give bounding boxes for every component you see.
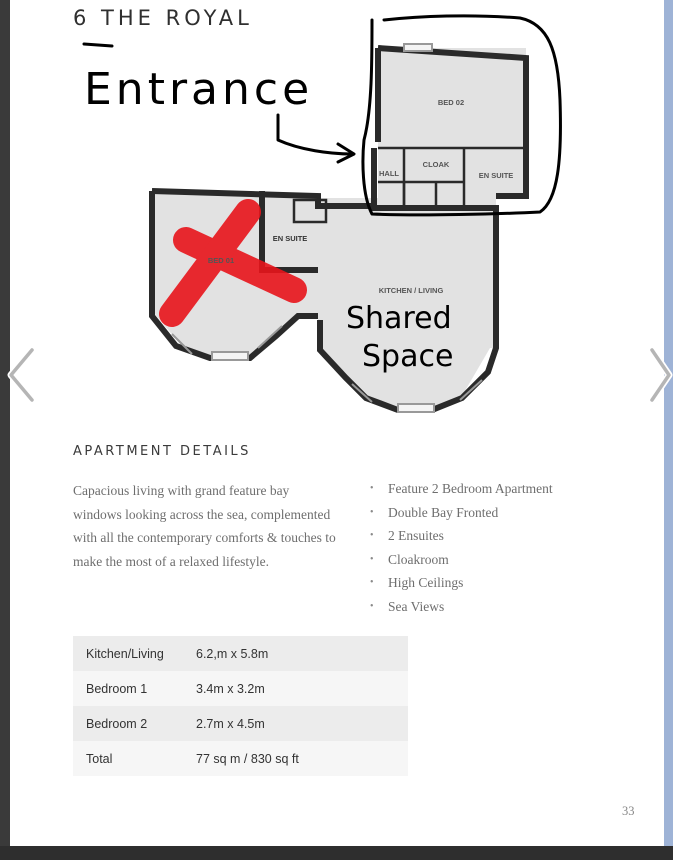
viewer-right-edge xyxy=(664,0,673,860)
floor-plan xyxy=(10,0,664,440)
room-name-cell: Kitchen/Living xyxy=(86,646,164,661)
bullet-icon: • xyxy=(370,483,374,494)
table-row xyxy=(73,671,408,706)
room-label-ensuite-left: EN SUITE xyxy=(272,234,308,243)
list-item: • Sea Views xyxy=(370,595,553,619)
chevron-left-icon[interactable] xyxy=(6,347,36,403)
chevron-right-icon[interactable] xyxy=(648,347,673,403)
room-name-cell: Bedroom 2 xyxy=(86,716,148,731)
viewer-left-edge xyxy=(0,0,10,860)
description: Capacious living with grand feature bay windows looking across the sea, complemented with all the contemporary comforts & touches to make the most of a relaxed lifestyle. xyxy=(73,483,336,569)
feature-list xyxy=(370,477,553,618)
room-name-cell: Bedroom 1 xyxy=(86,681,148,696)
page-number: 33 xyxy=(622,804,635,818)
bullet-icon: • xyxy=(370,506,374,518)
entrance-annotation: Entrance xyxy=(84,64,314,115)
bullet-icon: • xyxy=(370,600,374,612)
room-label-ensuite-right: EN SUITE xyxy=(478,171,514,180)
bullet-icon: • xyxy=(370,553,374,565)
table-row xyxy=(73,706,408,741)
viewer-bottom-bar xyxy=(0,846,673,860)
bullet-icon: • xyxy=(370,530,374,541)
room-label-kitchen-living: KITCHEN / LIVING xyxy=(378,286,444,295)
room-name-cell: Total xyxy=(86,751,113,766)
list-item: • Feature 2 Bedroom Apartment xyxy=(370,477,553,501)
dimensions-table xyxy=(73,636,408,776)
brochure-page xyxy=(10,0,664,846)
room-label-hall: HALL xyxy=(379,169,399,178)
bullet-icon: • xyxy=(370,577,374,588)
room-size-cell: 2.7m x 4.5m xyxy=(196,716,265,731)
table-row xyxy=(73,741,408,776)
list-item: • Double Bay Fronted xyxy=(370,501,553,525)
list-item: • High Ceilings xyxy=(370,571,553,595)
shared-space-annotation-line1: Shared xyxy=(346,301,452,336)
section-heading: APARTMENT DETAILS xyxy=(73,444,251,459)
room-label-bed01: BED 01 xyxy=(207,256,235,265)
page-title: 6 THE ROYAL xyxy=(73,6,253,30)
room-size-cell: 6.2,m x 5.8m xyxy=(196,646,269,661)
list-item: • 2 Ensuites xyxy=(370,524,553,548)
table-row xyxy=(73,636,408,671)
room-label-cloak: CLOAK xyxy=(422,160,450,169)
list-item: • Cloakroom xyxy=(370,548,553,572)
shared-space-annotation-line2: Space xyxy=(362,339,454,374)
room-size-cell: 3.4m x 3.2m xyxy=(196,681,265,696)
room-size-cell: 77 sq m / 830 sq ft xyxy=(196,751,299,766)
room-label-bed02: BED 02 xyxy=(437,98,465,107)
